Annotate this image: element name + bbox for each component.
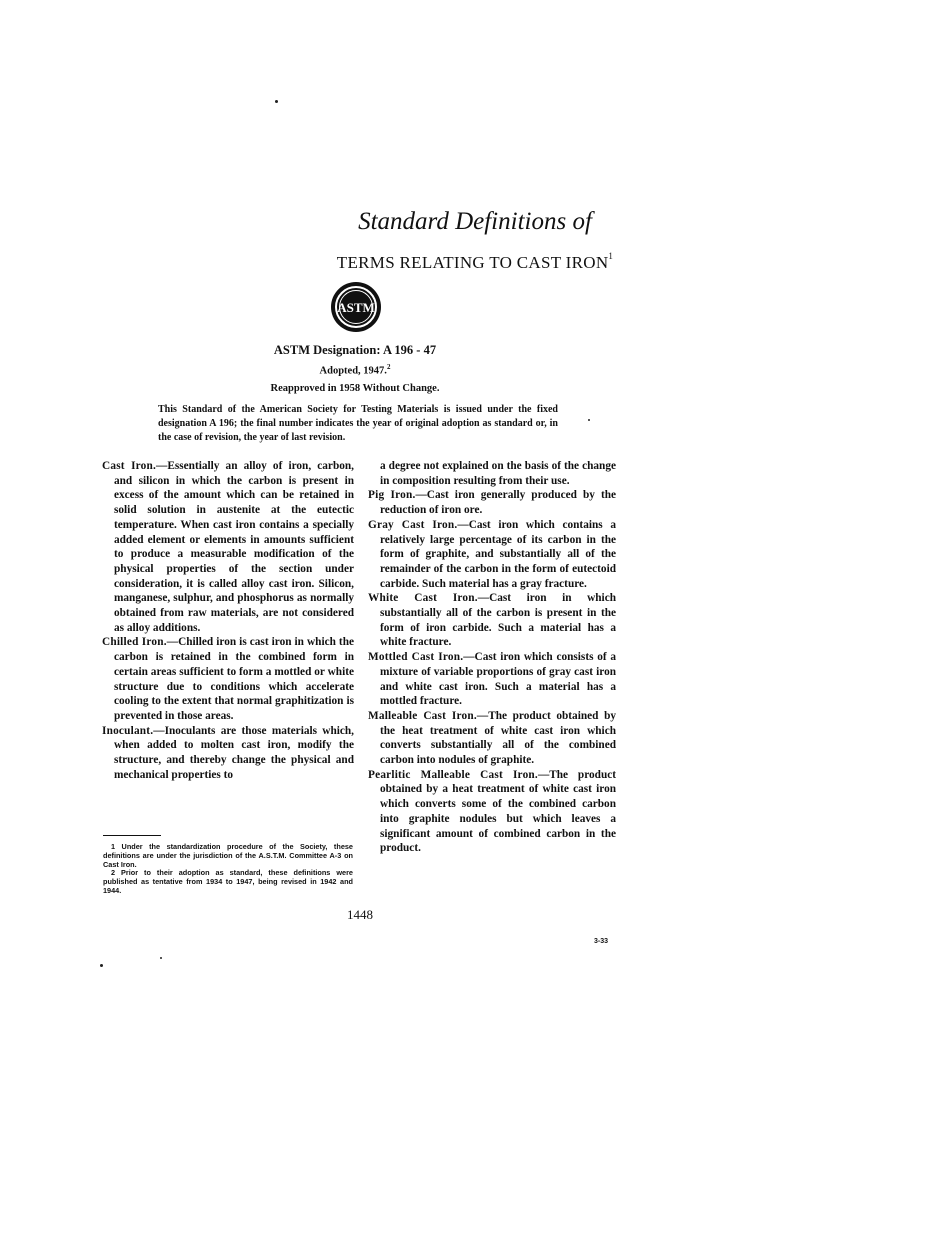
definition-term: Malleable Cast Iron.: [368, 709, 477, 722]
definition-cast-iron: [102, 459, 354, 635]
scan-speck: [275, 100, 278, 103]
definition-text: —Cast iron which consists of a mixture of variable proportions of gray cast iron and white cast iron. Such a material has a mottled fracture.: [380, 651, 616, 708]
definition-text: —Cast iron in which substantially all of the carbon is present in the form of iron carbide. Such a material has a white fracture.: [380, 592, 616, 649]
adopted-footnote-ref: 2: [386, 363, 391, 371]
definition-term: Pig Iron.: [368, 489, 416, 502]
page-title-italic: Standard Definitions of: [358, 208, 592, 235]
scan-speck: [588, 419, 590, 421]
definition-term: Pearlitic Malleable Cast Iron.: [368, 768, 538, 781]
definition-text: —Essentially an alloy of iron, carbon, and silicon in which the carbon is present in excess of the amount which can be retained in solid solution in austenite at the eutectic temperature. When cast iron contains a specially added element or elements in amounts sufficient to produce a measurable modification of the physical properties of the section under consideration, it is called alloy cast iron. Silicon, manganese, sulphur, and phosphorus as normally obtained from raw materials, are not considered as alloy additions.: [114, 460, 354, 634]
reapproved-line: Reapproved in 1958 Without Change.: [270, 383, 440, 394]
adopted-text: Adopted, 1947.: [319, 365, 387, 377]
definition-pearlitic-malleable-cast-iron: [368, 768, 616, 856]
astm-logo: [330, 281, 382, 333]
footnote-2: 2 Prior to their adoption as standard, these definitions were published as tentative from 1934 to 1947, being revised in 1942 and 1944.: [103, 868, 353, 895]
logo-text: ASTM: [337, 300, 375, 315]
definition-term: White Cast Iron.: [368, 592, 478, 605]
definition-mottled-cast-iron: [368, 650, 616, 709]
astm-designation: ASTM Designation: A 196 - 47: [273, 343, 437, 357]
definition-term: Mottled Cast Iron.: [368, 651, 464, 664]
definition-text: —Chilled iron is cast iron in which the carbon is retained in the combined form in certain areas sufficient to form a mottled or white structure due to conditions which accelerate cooling to the extent that normal graphitization is prevented in those areas.: [114, 636, 354, 722]
definition-text: —Cast iron which contains a relatively large percentage of its carbon in the form of graphite, and substantially all of the remainder of the carbon in the form of eutectoid carbide. Such material has a gray fracture.: [380, 518, 616, 590]
definition-term: Inoculant.: [102, 724, 154, 737]
definition-text: —The product obtained by a heat treatment of white cast iron which converts some of the combined carbon into graphite nodules but which leaves a significant amount of combined carbon in the product.: [380, 768, 616, 855]
footnotes: [103, 843, 353, 896]
definition-text: —The product obtained by the heat treatment of white cast iron which converts substantially all of the combined carbon into nodules of graphite.: [380, 709, 616, 767]
definition-malleable-cast-iron: [368, 709, 616, 768]
definition-term: Cast Iron.: [102, 460, 157, 472]
page-title: [0, 253, 950, 273]
footnote-1: 1 Under the standardization procedure of the Society, these definitions are under the jurisdiction of the A.S.T.M. Committee A-3 on Cast Iron.: [103, 842, 353, 869]
scan-speck: [100, 964, 103, 967]
scan-speck: [160, 957, 162, 959]
title-footnote-ref: 1: [608, 251, 614, 261]
page-code: 3-33: [594, 938, 609, 945]
page-title-text: TERMS RELATING TO CAST IRON: [336, 253, 609, 272]
page-number: 1448: [347, 907, 373, 922]
definition-chilled-iron: [102, 635, 354, 723]
definition-continuation: a degree not explained on the basis of the change in composition resulting from their use.: [380, 460, 616, 487]
definition-white-cast-iron: [368, 591, 616, 650]
definition-text: —Inoculants are those materials which, when added to molten cast iron, modify the structure, and thereby change the physical and mechanical properties to: [114, 724, 354, 781]
right-column: [368, 459, 616, 856]
definition-inoculant: [102, 724, 354, 783]
definition-term: Gray Cast Iron.: [368, 518, 458, 531]
left-column: [102, 459, 354, 782]
definition-gray-cast-iron: [368, 518, 616, 592]
definition-text: —Cast iron generally produced by the reduction of iron ore.: [380, 489, 616, 517]
adopted-line: [0, 363, 710, 377]
definition-pig-iron: [368, 488, 616, 517]
standard-note: This Standard of the American Society for Testing Materials is issued under the fixed designation A 196; the final number indicates the year of original adoption as standard or, in the case of revision, the year of last revision.: [158, 404, 558, 443]
definition-term: Chilled Iron.: [102, 636, 167, 649]
footnote-divider: [103, 835, 161, 836]
